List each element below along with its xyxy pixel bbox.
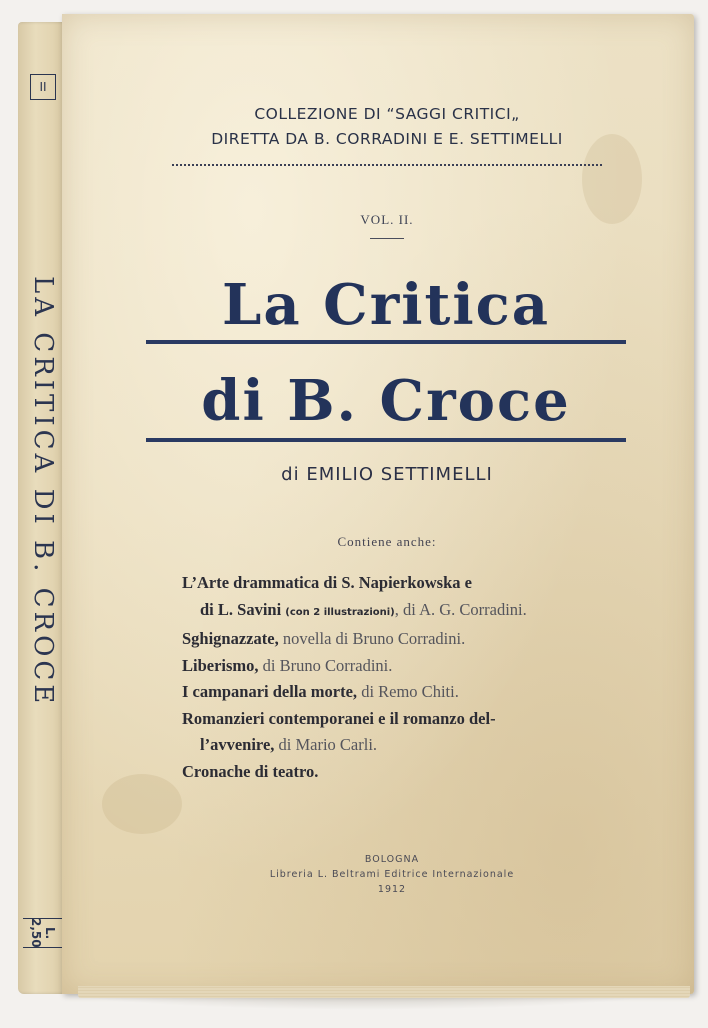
author-line: di EMILIO SETTIMELLI	[281, 464, 493, 485]
title-rule-1	[146, 340, 626, 344]
contents-item	[182, 570, 622, 597]
contents-item-title: Cronache di teatro.	[182, 761, 319, 781]
contents-item-title: Sghignazzate,	[182, 629, 279, 648]
spine-price: L. 2,50	[23, 918, 63, 948]
spine-volume-mark: II	[30, 74, 56, 100]
contents-item-author: di Bruno Corradini.	[258, 655, 393, 675]
title-line-2: di B. Croce	[201, 368, 571, 434]
small-divider	[370, 238, 404, 239]
publisher-city: BOLOGNA	[364, 854, 420, 865]
volume-number: VOL. II.	[360, 212, 414, 227]
contents-item	[182, 626, 622, 653]
paper-stain	[102, 774, 182, 834]
page-edges	[78, 986, 690, 998]
contents-item-author: novella di Bruno Corradini.	[278, 629, 466, 648]
contents-item-title: l’avvenire,	[200, 735, 275, 754]
contents-item	[182, 653, 622, 680]
contents-item-title: I campanari della morte,	[182, 682, 358, 701]
contents-item-title: Liberismo,	[182, 655, 259, 675]
contents-list	[182, 570, 622, 785]
contents-item	[182, 759, 622, 786]
dotted-divider	[172, 164, 602, 166]
contents-item	[182, 732, 622, 759]
publisher-block	[212, 852, 572, 897]
publication-year: 1912	[377, 884, 407, 895]
contents-item-author: , di A. G. Corradini.	[394, 599, 527, 619]
contents-item-note: (con 2 illustrazioni)	[285, 606, 395, 618]
collection-heading	[152, 102, 622, 152]
publisher-name: Libreria L. Beltrami Editrice Internazionale	[269, 869, 515, 880]
contents-item-title: di L. Savini	[200, 599, 282, 619]
contents-item-title: Romanzieri contemporanei e il romanzo del-	[182, 708, 496, 728]
contents-item-author: di Mario Carli.	[274, 735, 378, 754]
contents-item-author: di Remo Chiti.	[357, 682, 459, 701]
book-cover	[62, 14, 694, 994]
contents-item-title: L’Arte drammatica di S. Napierkowska e	[182, 573, 472, 592]
contents-heading: Contiene anche:	[337, 534, 437, 549]
spine-title: LA CRITICA DI B. CROCE	[28, 276, 58, 708]
book-spine	[18, 22, 68, 994]
contents-item	[182, 706, 622, 733]
title-line-1: La Critica	[221, 272, 551, 338]
book	[18, 14, 694, 1006]
collection-line-1: COLLEZIONE DI “SAGGI CRITICI„	[254, 105, 520, 123]
contents-item	[182, 679, 622, 706]
collection-line-2: DIRETTA DA B. CORRADINI E E. SETTIMELLI	[211, 130, 563, 148]
title-rule-2	[146, 438, 626, 442]
contents-item	[182, 597, 622, 627]
